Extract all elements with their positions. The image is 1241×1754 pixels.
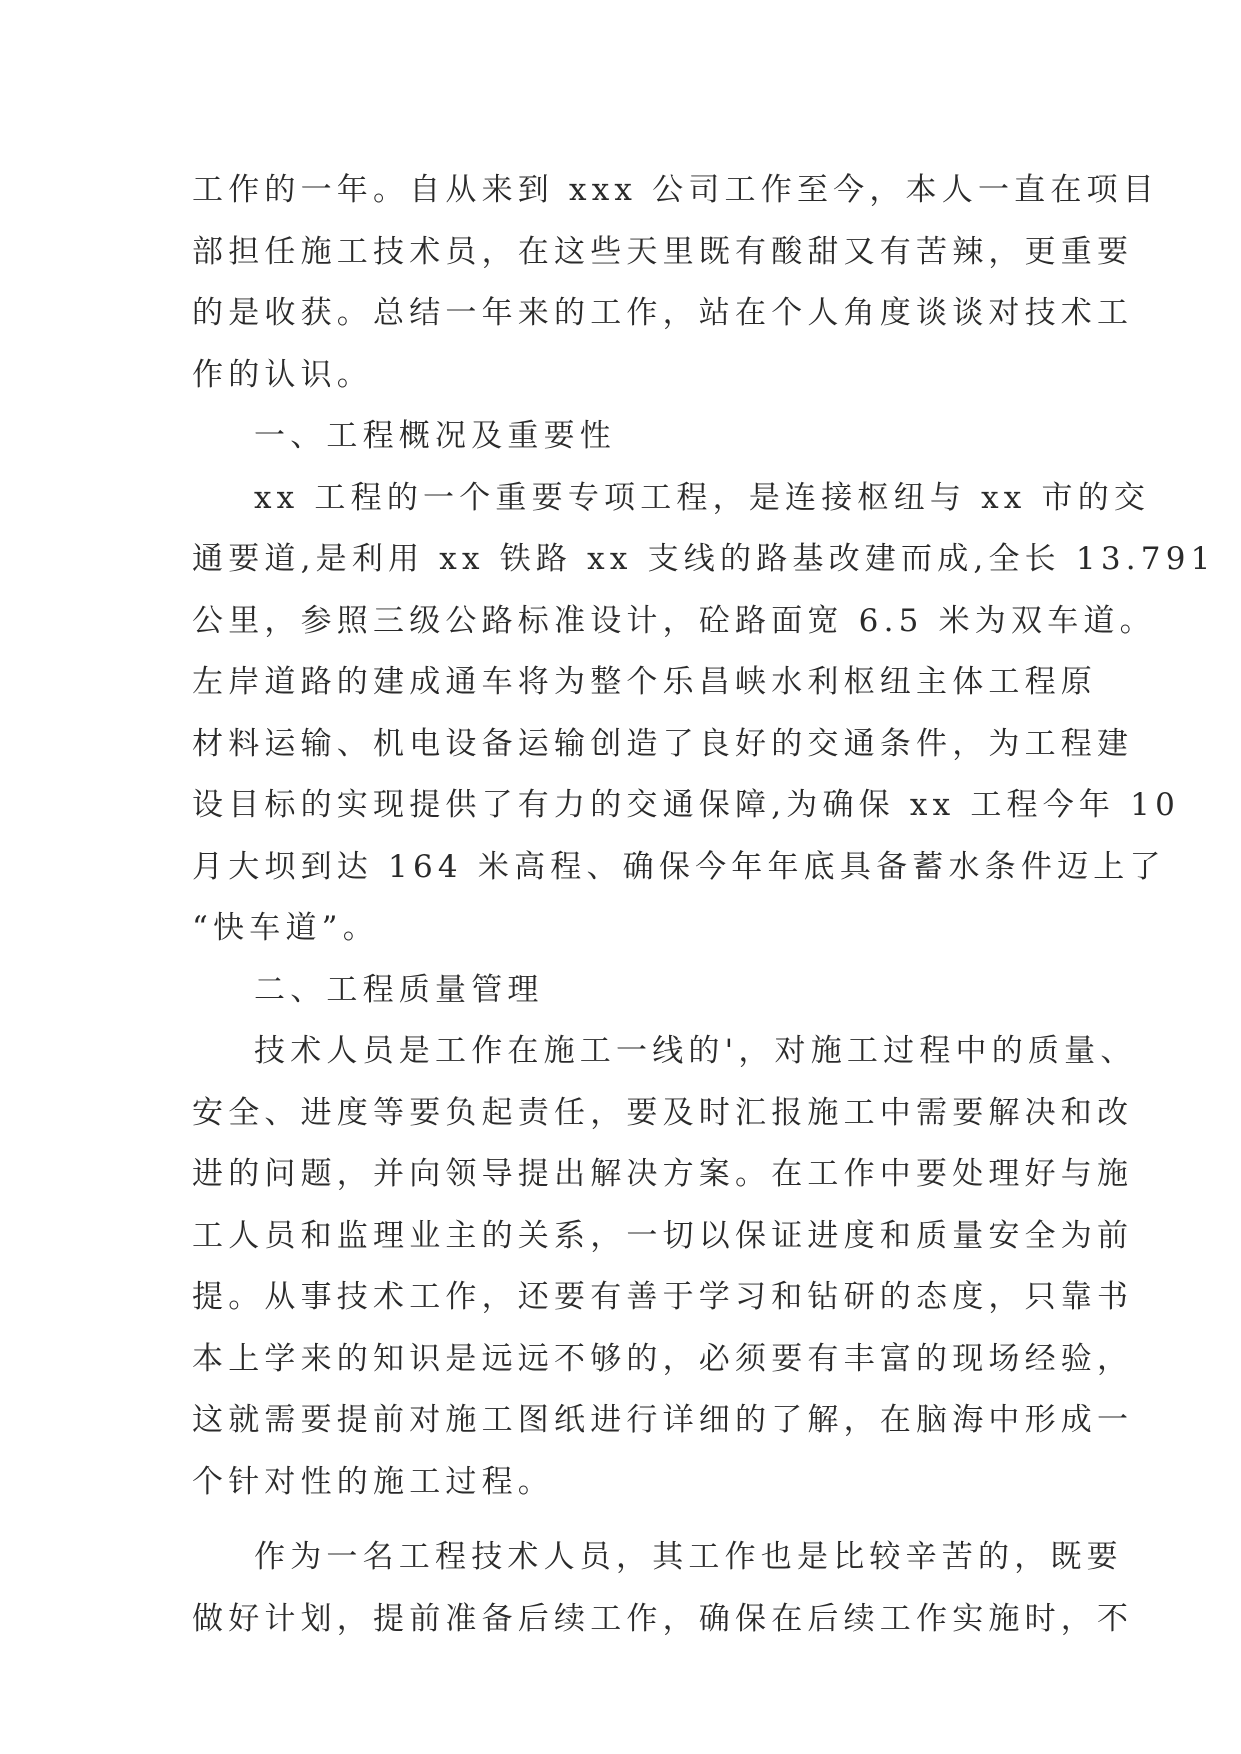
text-line: 做好计划，提前准备后续工作，确保在后续工作实施时，不 — [192, 1600, 1134, 1637]
text-line: 工作的一年。自从来到 xxx 公司工作至今，本人一直在项目 — [192, 172, 1159, 208]
paragraph-intro — [192, 160, 1159, 406]
text-line: 工人员和监理业主的关系，一切以保证进度和质量安全为前 — [192, 1217, 1134, 1254]
document-body — [192, 160, 1216, 1650]
paragraph-quality-management — [192, 1021, 1137, 1513]
text-line: xx 工程的一个重要专项工程，是连接枢纽与 xx 市的交 — [254, 479, 1151, 516]
heading-line: 一、工程概况及重要性 — [254, 418, 616, 454]
heading-line: 二、工程质量管理 — [254, 971, 544, 1008]
text-line: 安全、进度等要负起责任，要及时汇报施工中需要解决和改 — [192, 1094, 1134, 1131]
text-line: 作的认识。 — [192, 356, 373, 393]
text-line: 公里，参照三级公路标准设计，砼路面宽 6.5 米为双车道。 — [192, 602, 1156, 639]
text-line: 部担任施工技术员，在这些天里既有酸甜又有苦辣，更重要 — [192, 233, 1134, 270]
text-line: 设目标的实现提供了有力的交通保障,为确保 xx 工程今年 10 — [192, 787, 1181, 823]
text-line: 提。从事技术工作，还要有善于学习和钻研的态度，只靠书 — [192, 1279, 1134, 1315]
text-line: “快车道”。 — [192, 910, 379, 946]
paragraph-project-overview — [192, 468, 1216, 960]
text-line: 作为一名工程技术人员，其工作也是比较辛苦的，既要 — [254, 1539, 1123, 1575]
text-line: 材料运输、机电设备运输创造了良好的交通条件，为工程建 — [192, 725, 1134, 762]
text-line: 左岸道路的建成通车将为整个乐昌峡水利枢纽主体工程原 — [192, 664, 1097, 700]
text-line: 这就需要提前对施工图纸进行详细的了解，在脑海中形成一 — [192, 1402, 1134, 1438]
text-line: 的是收获。总结一年来的工作，站在个人角度谈谈对技术工 — [192, 295, 1134, 331]
text-line: 本上学来的知识是远远不够的，必须要有丰富的现场经验， — [192, 1340, 1134, 1377]
text-line: 个针对性的施工过程。 — [192, 1463, 554, 1500]
section-heading-quality — [192, 960, 1072, 1022]
text-line: 月大坝到达 164 米高程、确保今年年底具备蓄水条件迈上了 — [192, 848, 1166, 885]
paragraph-work-hardship — [192, 1527, 1134, 1650]
text-line: 技术人员是工作在施工一线的'，对施工过程中的质量、 — [254, 1033, 1137, 1069]
section-heading-overview — [192, 406, 1072, 468]
paragraph-spacer — [192, 1513, 1072, 1527]
text-line: 进的问题，并向领导提出解决方案。在工作中要处理好与施 — [192, 1156, 1134, 1192]
text-line: 通要道,是利用 xx 铁路 xx 支线的路基改建而成,全长 13.791 — [192, 541, 1216, 577]
